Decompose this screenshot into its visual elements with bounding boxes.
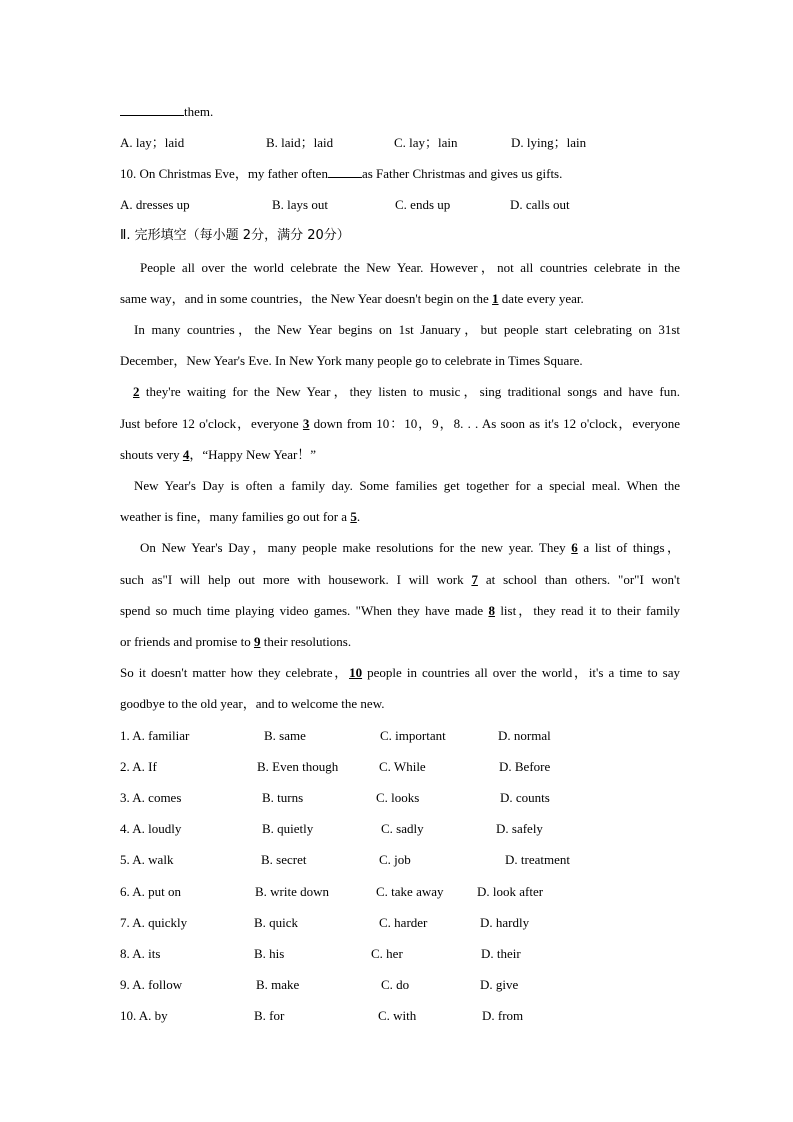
option-a: 8. A. its (120, 946, 161, 961)
option-d: D. normal (498, 728, 551, 743)
q9-stem-tail: them. (120, 104, 680, 120)
option-a: A. dresses up (120, 197, 190, 212)
option-c: C. ends up (395, 197, 451, 212)
option-b: B. turns (262, 790, 304, 805)
answer-blank (328, 167, 362, 178)
option-b: B. his (254, 946, 285, 961)
option-d: D. give (480, 977, 519, 992)
option-row-9 (120, 977, 680, 993)
passage-line: weather is fine，many families go out for a 5. (120, 509, 361, 524)
option-a: 6. A. put on (120, 884, 182, 899)
option-d: D. calls out (510, 197, 570, 212)
passage-line: People all over the world celebrate the New Year. However，not all countries celebrate in the (140, 260, 680, 275)
option-a: 4. A. loudly (120, 821, 182, 836)
blank-number: 1 (492, 291, 499, 306)
option-row-3 (120, 790, 680, 806)
option-b: B. for (254, 1008, 285, 1023)
option-d: D. hardly (480, 915, 530, 930)
blank-number: 10 (349, 665, 363, 680)
option-c: C. lay；lain (394, 135, 458, 150)
option-d: D. counts (500, 790, 550, 805)
q10-options (120, 197, 680, 213)
passage-line: 2 they're waiting for the New Year，they listen to music，sing traditional songs and have fun. (133, 384, 680, 399)
option-b: B. lays out (272, 197, 328, 212)
option-c: C. with (378, 1008, 417, 1023)
option-b: B. quick (254, 915, 299, 930)
option-b: B. quietly (262, 821, 314, 836)
option-b: B. Even though (257, 759, 339, 774)
option-d: D. treatment (505, 852, 570, 867)
option-b: B. make (256, 977, 300, 992)
option-row-5 (120, 852, 680, 868)
option-b: B. write down (255, 884, 330, 899)
section-title: Ⅱ. 完形填空（每小题 2分，满分 20分） (120, 228, 350, 243)
blank-number: 5 (350, 509, 357, 524)
option-d: D. their (481, 946, 521, 961)
blank-number: 3 (302, 416, 310, 431)
option-d: D. from (482, 1008, 524, 1023)
option-row-4 (120, 821, 680, 837)
option-c: C. looks (376, 790, 420, 805)
passage-line: In many countries，the New Year begins on 1st January，but people start celebrating on 31st (134, 322, 680, 337)
option-row-8 (120, 946, 680, 962)
option-b: B. laid；laid (266, 135, 334, 150)
option-row-2 (120, 759, 680, 775)
option-d: D. Before (499, 759, 551, 774)
option-c: C. do (381, 977, 410, 992)
passage-line: Just before 12 o'clock，everyone 3 down from 10：10，9，8. . . As soon as it's 12 o'clock，everyone (120, 416, 680, 431)
option-a: 9. A. follow (120, 977, 183, 992)
option-row-10 (120, 1008, 680, 1024)
option-b: B. same (264, 728, 306, 743)
option-a: 5. A. walk (120, 852, 174, 867)
option-a: 2. A. If (120, 759, 157, 774)
option-d: D. look after (477, 884, 544, 899)
passage-line: New Year's Day is often a family day. Some families get together for a special meal. When the (134, 478, 680, 493)
option-c: C. her (371, 946, 403, 961)
option-row-1 (120, 728, 680, 744)
passage-line: shouts very 4，“Happy New Year！” (120, 447, 317, 462)
blank-number: 2 (133, 384, 140, 399)
option-b: B. secret (261, 852, 307, 867)
option-a: 3. A. comes (120, 790, 182, 805)
option-a: 10. A. by (120, 1008, 168, 1023)
option-row-6 (120, 884, 680, 900)
option-a: 1. A. familiar (120, 728, 190, 743)
option-c: C. harder (379, 915, 428, 930)
option-c: C. important (380, 728, 446, 743)
q9-options (120, 135, 680, 151)
passage-line: So it doesn't matter how they celebrate，10 people in countries all over the world，it's a time to say (120, 665, 680, 680)
passage-line: On New Year's Day，many people make resolutions for the new year. They 6 a list of things， (140, 540, 680, 555)
passage-line: same way，and in some countries，the New Year doesn't begin on the 1 date every year. (120, 291, 584, 306)
passage-line: such as"I will help out more with housework. I will work 7 at school than others. "or"I won't (120, 572, 680, 587)
passage-line: December，New Year's Eve. In New York many people go to celebrate in Times Square. (120, 353, 583, 368)
option-d: D. lying；lain (511, 135, 587, 150)
answer-blank (120, 105, 184, 116)
blank-number: 9 (253, 634, 261, 649)
passage-line: goodbye to the old year，and to welcome the new. (120, 696, 385, 711)
option-c: C. take away (376, 884, 444, 899)
blank-number: 8 (488, 603, 495, 618)
option-row-7 (120, 915, 680, 931)
passage-line: or friends and promise to 9 their resolutions. (120, 634, 352, 649)
option-c: C. sadly (381, 821, 424, 836)
option-d: D. safely (496, 821, 543, 836)
q10-stem: 10. On Christmas Eve，my father often as Father Christmas and gives us gifts. (120, 166, 563, 181)
blank-number: 4 (182, 447, 190, 462)
option-a: A. lay；laid (120, 135, 185, 150)
option-c: C. While (379, 759, 426, 774)
passage-line: spend so much time playing video games. "When they have made 8 list，they read it to their family (120, 603, 680, 618)
option-a: 7. A. quickly (120, 915, 188, 930)
option-c: C. job (379, 852, 411, 867)
blank-number: 6 (571, 540, 578, 555)
blank-number: 7 (471, 572, 478, 587)
